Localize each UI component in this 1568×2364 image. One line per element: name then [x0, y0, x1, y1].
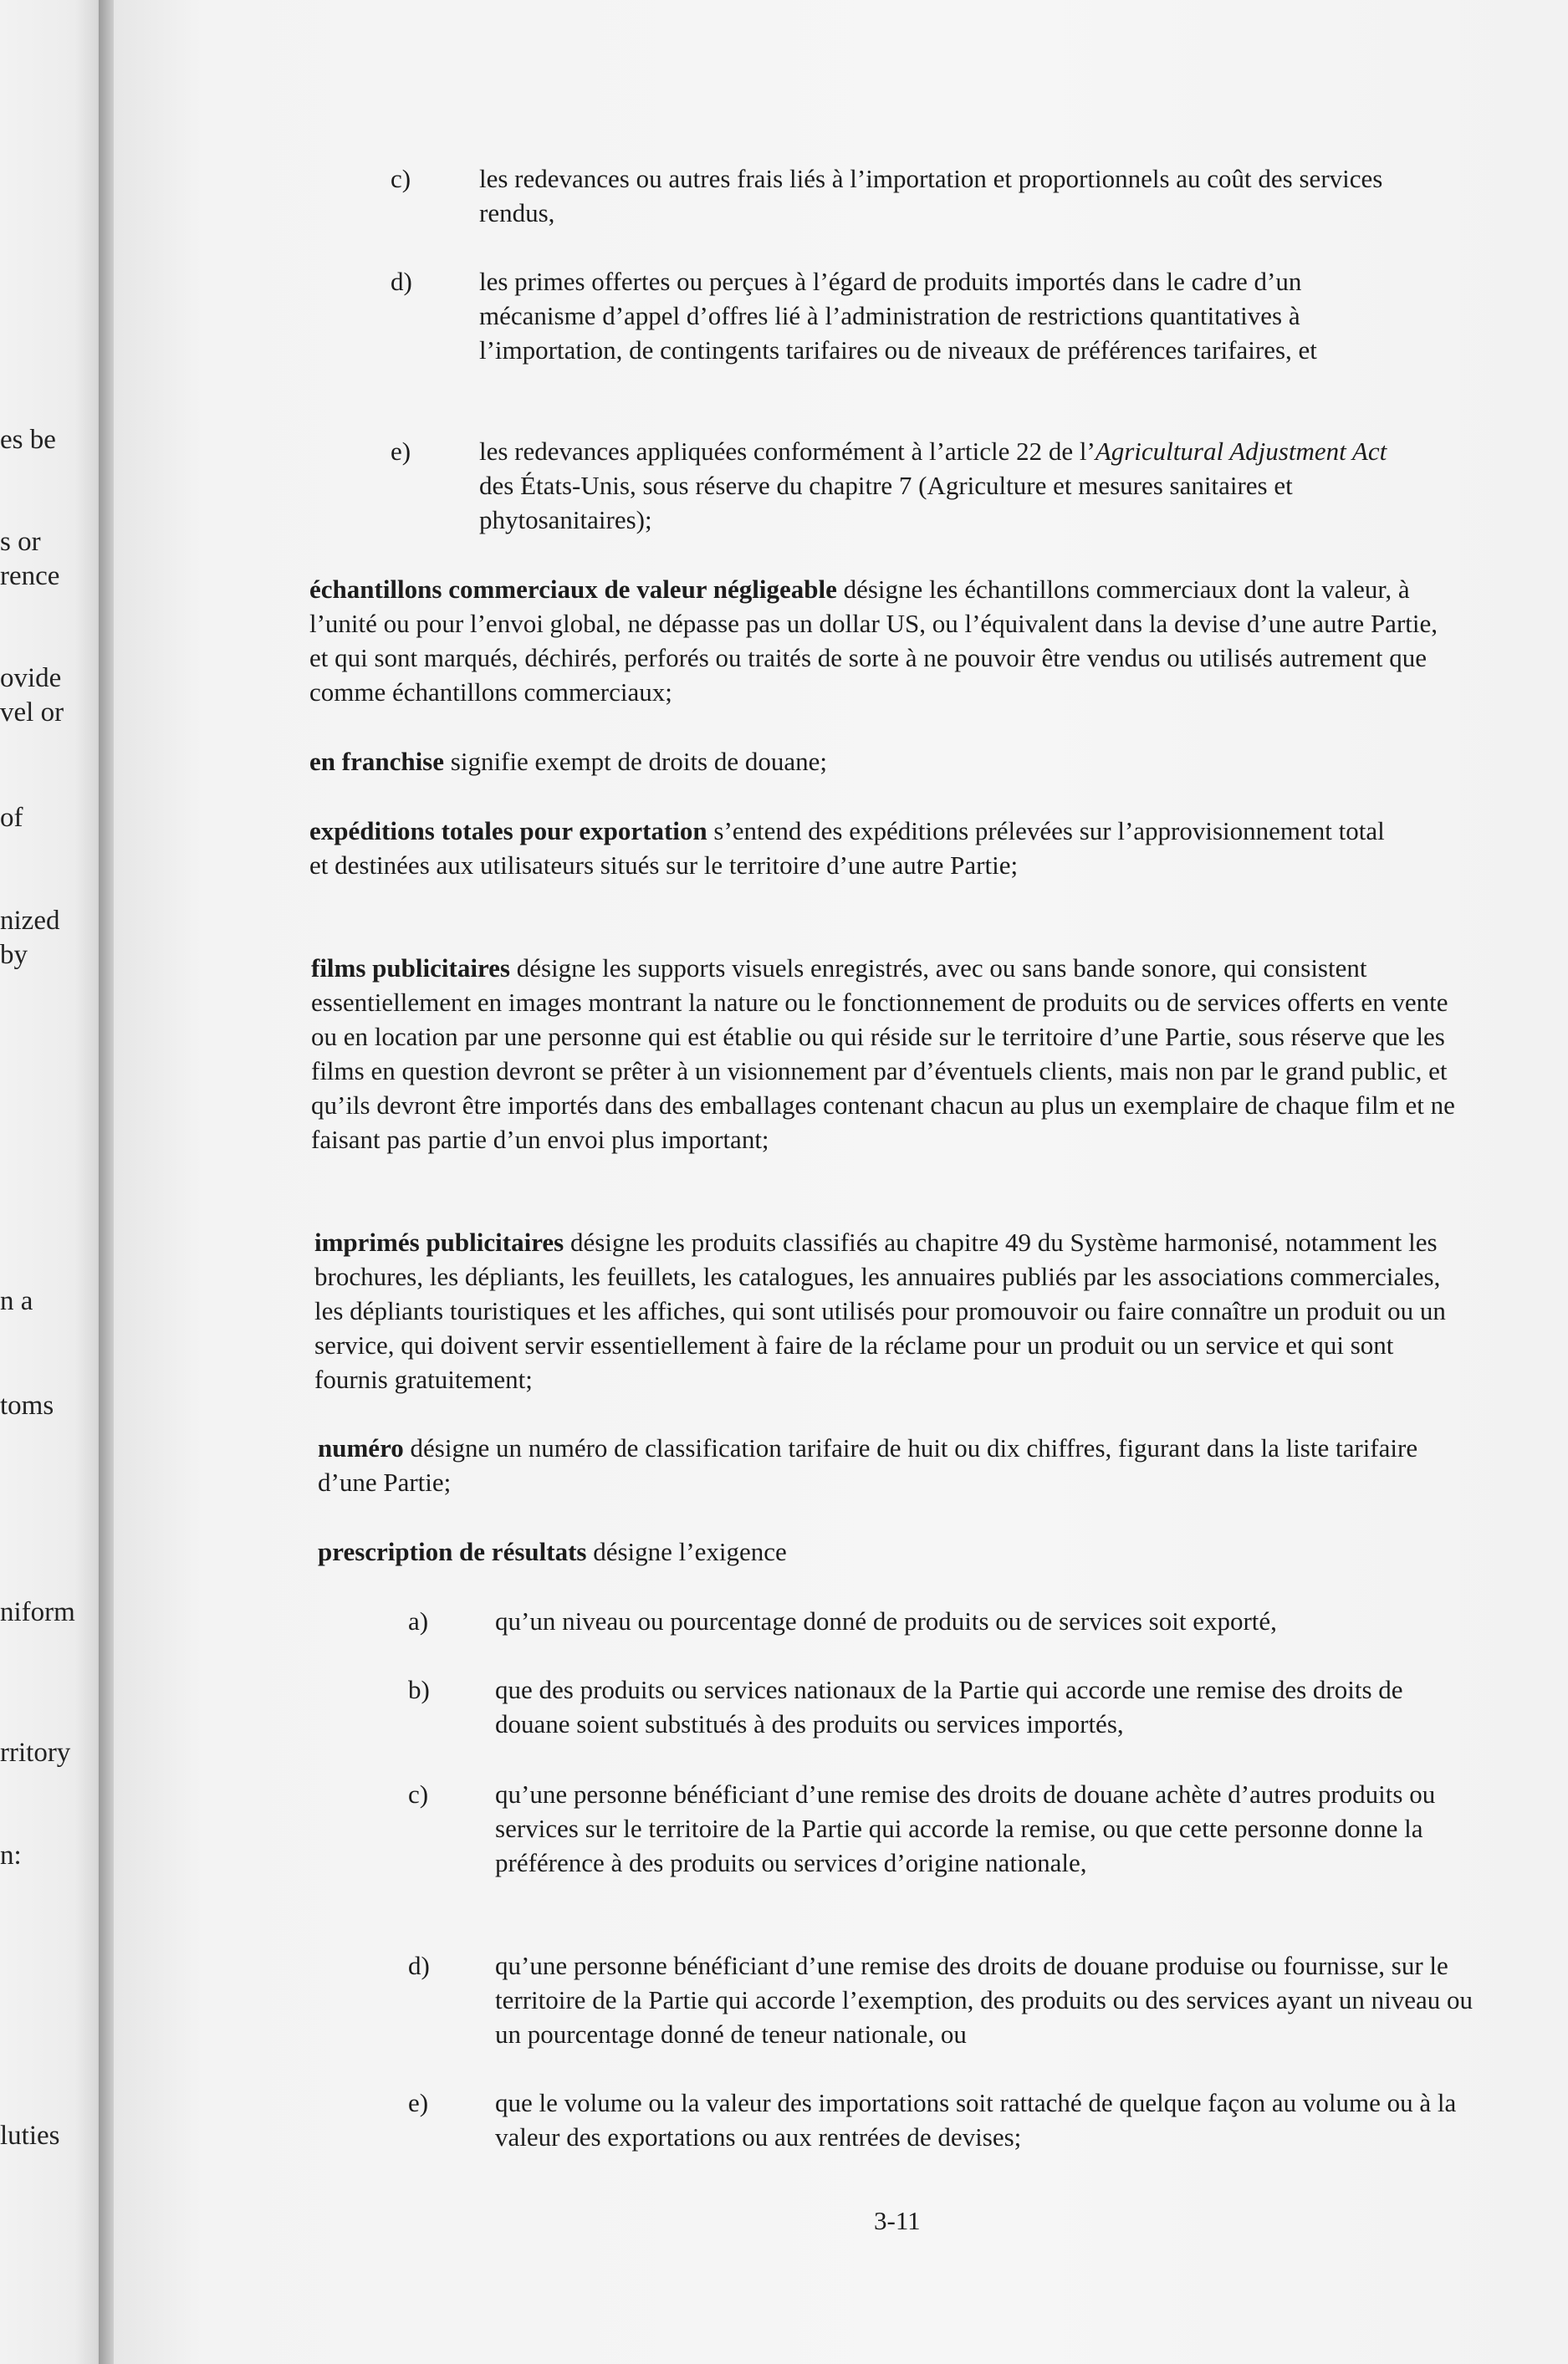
left-page-fragment: of [0, 803, 23, 833]
definition-text: désigne l’exigence [586, 1537, 787, 1566]
list-item-label: e) [408, 2088, 429, 2117]
definition-text: désigne les supports visuels enregistrés, avec ou sans bande sonore, qui consistent essentiellement en images montrant la nature ou le fonctionnement de produits ou de services offerts en vente ou en location par une personne qui est établie ou qui réside sur le territoire d’une Partie, sous réserve que les films en question devront se prêter à un visionnement par d’éventuels clients, mais non par le grand public, et qu’ils devront être importés dans des emballages contenant chacun au plus un exemplaire de chaque film et ne faisant pas partie d’un envoi plus important; [311, 953, 1455, 1154]
definition [309, 744, 1457, 779]
list-item-label: c) [391, 164, 411, 193]
left-page-fragment: luties [0, 2121, 60, 2151]
left-page-fragment: n a [0, 1286, 33, 1316]
definition [318, 1431, 1465, 1499]
left-page-fragment: ovide [0, 663, 62, 693]
defined-term: films publicitaires [311, 953, 510, 983]
defined-term: numéro [318, 1433, 404, 1463]
list-item-text: que le volume ou la valeur des importations soit rattaché de quelque façon au volume ou à la valeur des exportations ou aux rentrées de devises; [495, 2088, 1457, 2152]
text-run: des États-Unis, sous réserve du chapitre 7 (Agriculture et mesures sanitaires et phytosanitaires); [479, 471, 1293, 534]
definition-text: signifie exempt de droits de douane; [444, 747, 828, 776]
defined-term: prescription de résultats [318, 1537, 587, 1566]
left-page-fragment: by [0, 940, 28, 970]
definition [309, 572, 1457, 709]
defined-term: imprimés publicitaires [314, 1228, 564, 1257]
list-item-label: b) [408, 1675, 430, 1704]
left-page-fragment: es be [0, 425, 56, 455]
text-run: les redevances appliquées conformément à l’article 22 de l’ [479, 437, 1096, 466]
definition [311, 951, 1457, 1156]
left-page-fragment: vel or [0, 697, 64, 728]
defined-term: expéditions totales pour exportation [309, 816, 707, 845]
list-item-label: c) [408, 1779, 429, 1809]
left-page-fragment: n: [0, 1841, 22, 1871]
definition [314, 1225, 1462, 1396]
definition-text: s’entend des expéditions prélevées sur l’approvisionnement total et destinées aux utilisateurs situés sur le territoire d’une autre Partie; [309, 816, 1385, 880]
definition-text: désigne les produits classifiés au chapitre 49 du Système harmonisé, notamment les brochures, les dépliants, les feuillets, les catalogues, les annuaires publiés par les associations commerciales, les dépliants touristiques et les affiches, qui sont utilisés pour promouvoir ou faire connaître un produit ou un service, qui doivent servir essentiellement à faire de la réclame pour un produit ou un service et qui sont fournis gratuitement; [314, 1228, 1446, 1394]
definition [309, 814, 1397, 882]
act-title: Agricultural Adjustment Act [1095, 437, 1387, 466]
list-item-text: qu’une personne bénéficiant d’une remise des droits de douane achète d’autres produits ou services sur le territoire de la Partie qui accorde la remise, ou que cette personne donne la préférence à des produits ou services d’origine nationale, [495, 1779, 1436, 1877]
left-page-edge [0, 0, 107, 2364]
list-item-label: d) [391, 267, 412, 296]
defined-term: en franchise [309, 747, 445, 776]
defined-term: échantillons commerciaux de valeur négligeable [309, 574, 837, 604]
list-item-label: a) [408, 1606, 429, 1636]
list-item-text: les redevances ou autres frais liés à l’importation et proportionnels au coût des services rendus, [479, 164, 1383, 227]
list-item-text: qu’un niveau ou pourcentage donné de produits ou de services soit exporté, [495, 1606, 1277, 1636]
list-item-text [479, 434, 1416, 537]
left-page-fragment: rritory [0, 1738, 71, 1768]
definition-text: désigne un numéro de classification tarifaire de huit ou dix chiffres, figurant dans la liste tarifaire d’une Partie; [318, 1433, 1418, 1497]
definition-text: désigne les échantillons commerciaux dont la valeur, à l’unité ou pour l’envoi global, ne dépasse pas un dollar US, ou l’équivalent dans la devise d’une autre Partie, et qui sont marqués, déchirés, perforés ou traités de sorte à ne pouvoir être vendus ou utilisés autrement que comme échantillons commerciaux; [309, 574, 1438, 707]
list-item-text: qu’une personne bénéficiant d’une remise des droits de douane produise ou fournisse, sur le territoire de la Partie qui accorde l’exemption, des produits ou des services ayant un niveau ou un pourcentage donné de teneur nationale, ou [495, 1951, 1474, 2049]
list-item-label: d) [408, 1951, 430, 1980]
left-page-fragment: niform [0, 1597, 75, 1627]
list-item-text: les primes offertes ou perçues à l’égard de produits importés dans le cadre d’un mécanisme d’appel d’offres lié à l’administration de restrictions quantitatives à l’importation, de contingents tarifaires ou de niveaux de préférences tarifaires, et [479, 267, 1317, 365]
left-page-fragment: rence [0, 561, 60, 591]
definition [318, 1534, 1465, 1569]
left-page-fragment: nized [0, 906, 60, 936]
left-page-fragment: toms [0, 1391, 54, 1421]
list-item-text: que des produits ou services nationaux de la Partie qui accorde une remise des droits de douane soient substitués à des produits ou services importés, [495, 1675, 1403, 1739]
left-page-fragment: s or [0, 527, 41, 557]
list-item-label: e) [391, 437, 411, 466]
page-number: 3-11 [874, 2206, 921, 2235]
